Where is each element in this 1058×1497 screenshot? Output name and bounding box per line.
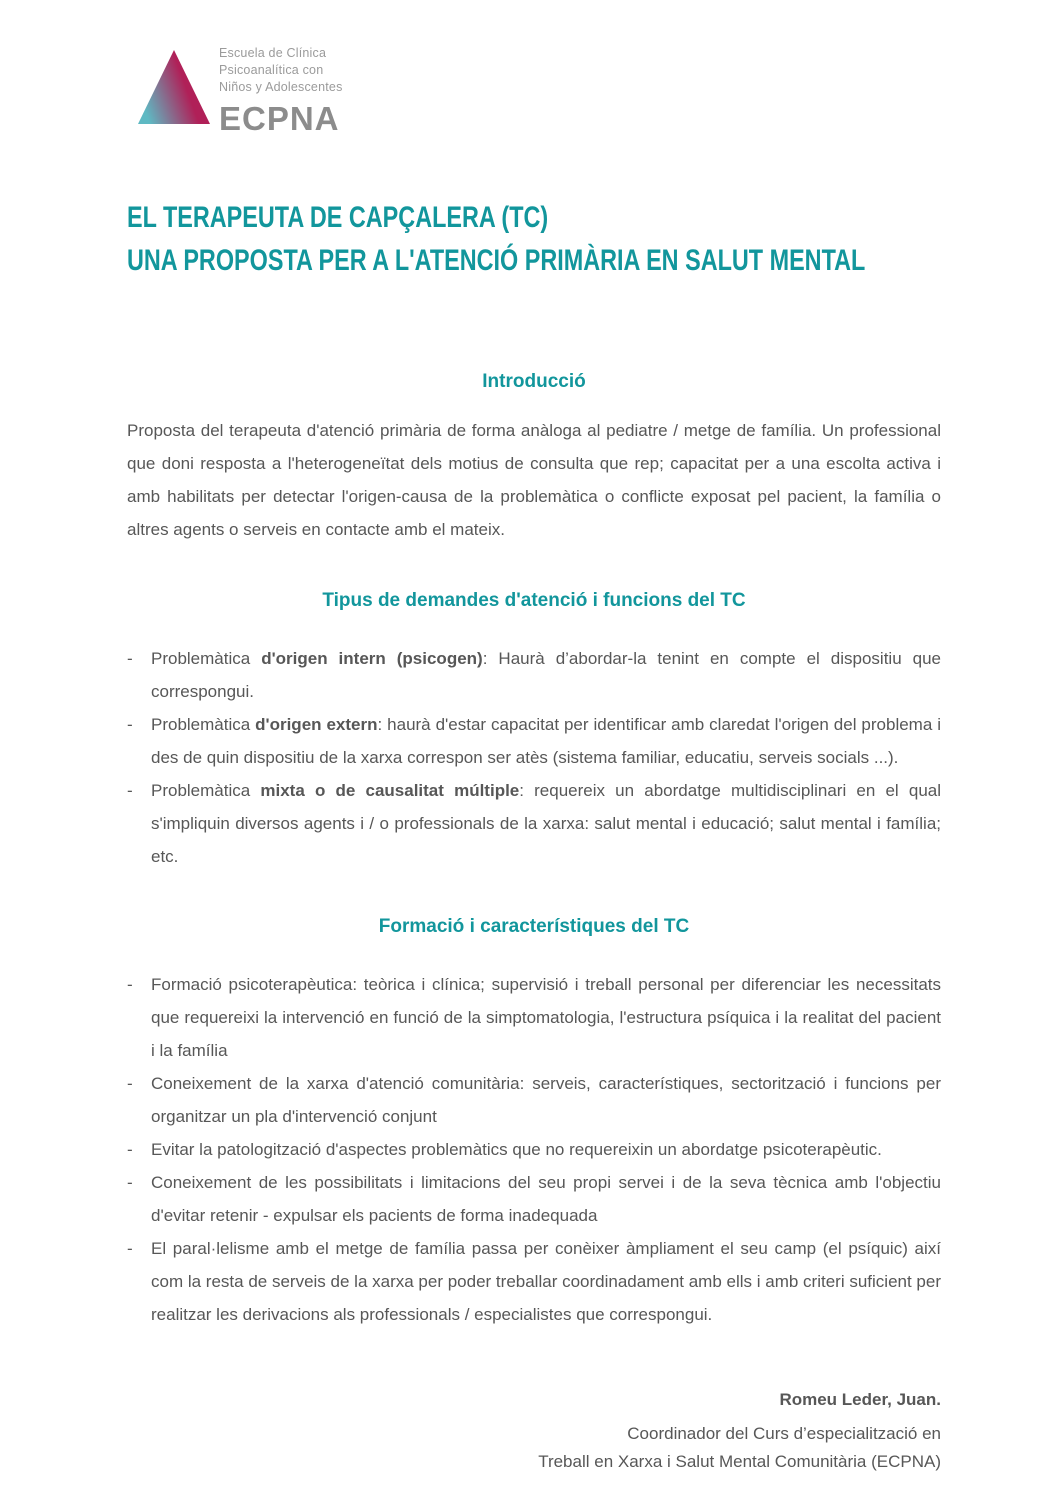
list-item-bold: d'origen intern (psicogen) — [261, 649, 483, 668]
list-item-text: Coneixement de la xarxa d'atenció comunitària: serveis, característiques, sectorització i funcions per organitzar un pla d'intervenció conjunt — [151, 1074, 941, 1126]
bullet-dash: - — [127, 1074, 133, 1093]
list-item — [127, 1133, 941, 1166]
list-item-bold: d'origen extern — [255, 715, 378, 734]
list-item-text: Problemàtica — [151, 715, 256, 734]
bullet-dash: - — [127, 649, 133, 668]
logo-tagline-line: Niños y Adolescentes — [219, 80, 343, 94]
document-title-line-1: EL TERAPEUTA DE CAPÇALERA (TC) — [127, 201, 549, 234]
list-item-bold: mixta o de causalitat múltiple — [260, 781, 520, 800]
list-item — [127, 1067, 941, 1133]
document-title — [127, 196, 941, 282]
list-item-text: Formació psicoterapèutica: teòrica i clínica; supervisió i treball personal per diferenciar les necessitats que requereixi la intervenció en funció de la simptomatologia, l'estructura psíquica i la realitat del pacient i la família — [151, 975, 941, 1060]
logo-wordmark: ECPNA — [219, 100, 340, 137]
section-heading-introduccio: Introducció — [482, 371, 586, 392]
list-item-text: : requereix un abordatge multidisciplinari en el qual s'impliquin diversos agents i / o professionals de la xarxa: salut mental i educació; salut mental i família; etc. — [151, 781, 942, 866]
list-item — [127, 774, 941, 873]
bullet-dash: - — [127, 1173, 133, 1192]
bullet-dash: - — [127, 715, 133, 734]
bullet-dash: - — [127, 781, 133, 800]
list-item — [127, 642, 941, 708]
logo-tagline-line: Psicoanalítica con — [219, 63, 324, 77]
demandes-list — [127, 642, 941, 873]
signature-block — [538, 1386, 941, 1476]
list-item-text: : Haurà d’abordar-la tenint en compte el dispositiu que correspongui. — [151, 649, 942, 701]
formacio-list — [127, 968, 941, 1331]
bullet-dash: - — [127, 1140, 133, 1159]
bullet-dash: - — [127, 1239, 133, 1258]
section-heading-formacio: Formació i característiques del TC — [378, 916, 690, 937]
list-item-text: El paral·lelisme amb el metge de família passa per conèixer àmpliament el seu camp (el psíquic) així com la resta de serveis de la xarxa per poder treballar coordinadament amb ells i amb criteri suficient per realitzar les derivacions als professionals / especialistes que correspongui. — [151, 1239, 941, 1324]
list-item-text: Coneixement de les possibilitats i limitacions del seu propi servei i de la seva tècnica amb l'objectiu d'evitar retenir - expulsar els pacients de forma inadequada — [151, 1173, 941, 1225]
bullet-dash: - — [127, 975, 133, 994]
list-item — [127, 1166, 941, 1232]
section-heading-tipus-demandes: Tipus de demandes d'atenció i funcions del TC — [322, 590, 746, 611]
document-title-line-2: UNA PROPOSTA PER A L'ATENCIÓ PRIMÀRIA EN SALUT MENTAL — [127, 244, 866, 277]
signature-role-line-1: Coordinador del Curs d’especialització en — [627, 1424, 941, 1443]
signature-role-line-2: Treball en Xarxa i Salut Mental Comunitària (ECPNA) — [538, 1452, 941, 1471]
list-item — [127, 968, 941, 1067]
intro-paragraph: Proposta del terapeuta d'atenció primària de forma anàloga al pediatre / metge de família. Un professional que doni resposta a l'heterogeneïtat dels motius de consulta que rep; capacitat per a una escolta activa i amb habilitats per detectar l'origen-causa de la problemàtica o conflicte exposat pel pacient, la família o altres agents o serveis en contacte amb el mateix. — [127, 421, 941, 539]
list-item — [127, 708, 941, 774]
list-item-text: Problemàtica — [151, 649, 262, 668]
list-item — [127, 1232, 941, 1331]
list-item-text: Evitar la patologització d'aspectes problemàtics que no requereixin un abordatge psicoterapèutic. — [151, 1140, 882, 1159]
signature-author: Romeu Leder, Juan. — [779, 1390, 941, 1409]
document-body — [127, 0, 941, 1331]
list-item-text: Problemàtica — [151, 781, 261, 800]
list-item-text: : haurà d'estar capacitat per identificar amb claredat l'origen del problema i des de quin dispositiu de la xarxa correspon ser atès (sistema familiar, educatiu, serveis socials ...). — [151, 715, 942, 767]
logo-tagline-line: Escuela de Clínica — [219, 46, 327, 60]
